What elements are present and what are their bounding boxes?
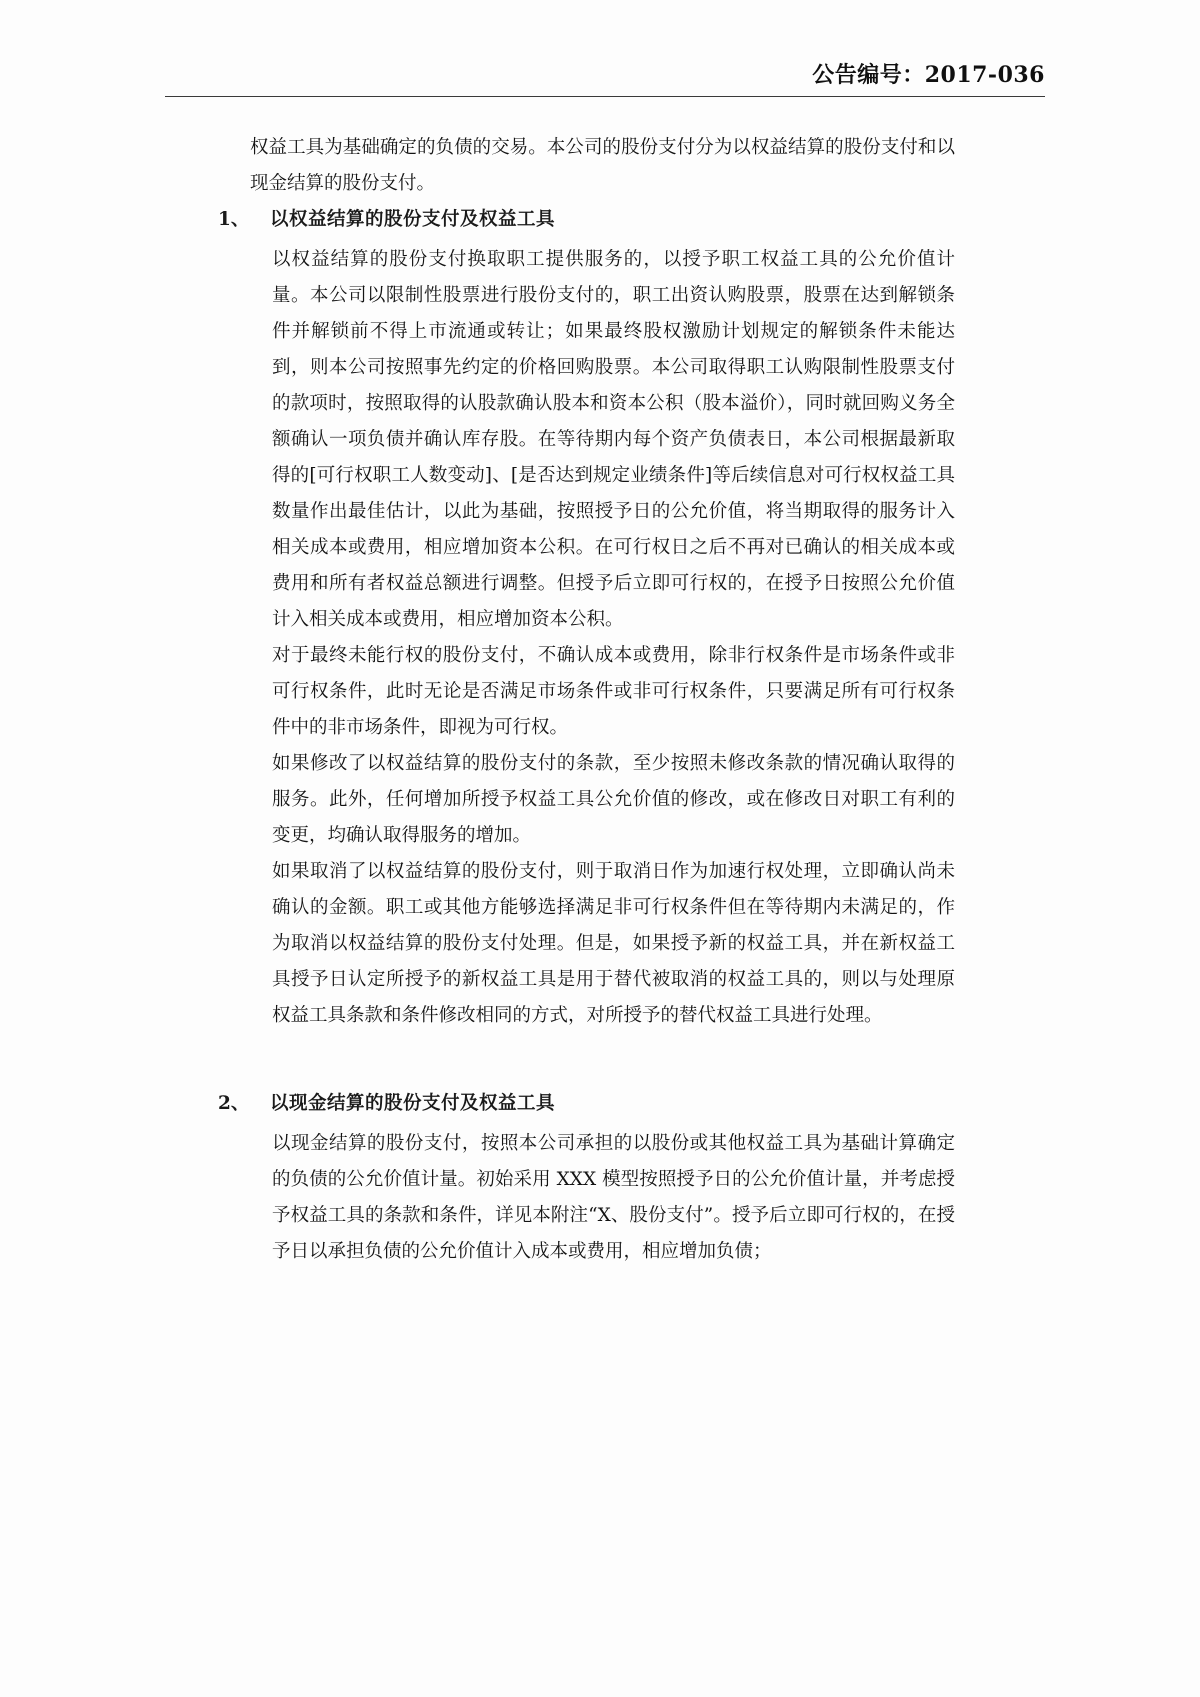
section-2-paragraph-1: 以现金结算的股份支付，按照本公司承担的以股份或其他权益工具为基础计算确定的负债的公允价值计量。初始采用 XXX 模型按照授予日的公允价值计量，并考虑授予权益工具的条款和条件，详见本附注“X、股份支付”。授予后立即可行权的，在授予日以承担负债的公允价值计入成本或费用，相应增加负债； xyxy=(272,1133,955,1262)
section-2 xyxy=(218,1086,955,1270)
section-2-number: 2、 xyxy=(218,1093,250,1114)
notice-number: 公告编号：2017-036 xyxy=(812,62,1045,88)
page-header xyxy=(165,58,1045,89)
section-2-heading xyxy=(218,1086,955,1122)
section-1-title: 以权益结算的股份支付及权益工具 xyxy=(270,209,556,230)
section-2-body xyxy=(272,1126,955,1270)
intro-paragraph: 权益工具为基础确定的负债的交易。本公司的股份支付分为以权益结算的股份支付和以现金结算的股份支付。 xyxy=(250,137,955,194)
section-1-paragraph-1: 以权益结算的股份支付换取职工提供服务的，以授予职工权益工具的公允价值计量。本公司以限制性股票进行股份支付的，职工出资认购股票，股票在达到解锁条件并解锁前不得上市流通或转让；如果最终股权激励计划规定的解锁条件未能达到，则本公司按照事先约定的价格回购股票。本公司取得职工认购限制性股票支付的款项时，按照取得的认股款确认股本和资本公积（股本溢价），同时就回购义务全额确认一项负债并确认库存股。在等待期内每个资产负债表日，本公司根据最新取得的[可行权职工人数变动]、[是否达到规定业绩条件]等后续信息对可行权权益工具数量作出最佳估计，以此为基础，按照授予日的公允价值，将当期取得的服务计入相关成本或费用，相应增加资本公积。在可行权日之后不再对已确认的相关成本或费用和所有者权益总额进行调整。但授予后立即可行权的，在授予日按照公允价值计入相关成本或费用，相应增加资本公积。 xyxy=(272,249,955,630)
section-1 xyxy=(218,202,955,1034)
section-1-heading xyxy=(218,202,955,238)
section-1-paragraph-3: 如果修改了以权益结算的股份支付的条款，至少按照未修改条款的情况确认取得的服务。此外，任何增加所授予权益工具公允价值的修改，或在修改日对职工有利的变更，均确认取得服务的增加。 xyxy=(272,753,955,846)
section-1-paragraph-2: 对于最终未能行权的股份支付，不确认成本或费用，除非行权条件是市场条件或非可行权条件，此时无论是否满足市场条件或非可行权条件，只要满足所有可行权条件中的非市场条件，即视为可行权。 xyxy=(272,645,955,738)
document-body xyxy=(218,130,955,1276)
section-1-number: 1、 xyxy=(218,209,250,230)
section-1-paragraph-4: 如果取消了以权益结算的股份支付，则于取消日作为加速行权处理，立即确认尚未确认的金额。职工或其他方能够选择满足非可行权条件但在等待期内未满足的，作为取消以权益结算的股份支付处理。但是，如果授予新的权益工具，并在新权益工具授予日认定所授予的新权益工具是用于替代被取消的权益工具的，则以与处理原权益工具条款和条件修改相同的方式，对所授予的替代权益工具进行处理。 xyxy=(272,861,955,1026)
header-divider xyxy=(165,96,1045,97)
section-1-body xyxy=(272,242,955,1034)
section-2-title: 以现金结算的股份支付及权益工具 xyxy=(270,1093,556,1114)
section-spacer xyxy=(250,1040,955,1086)
